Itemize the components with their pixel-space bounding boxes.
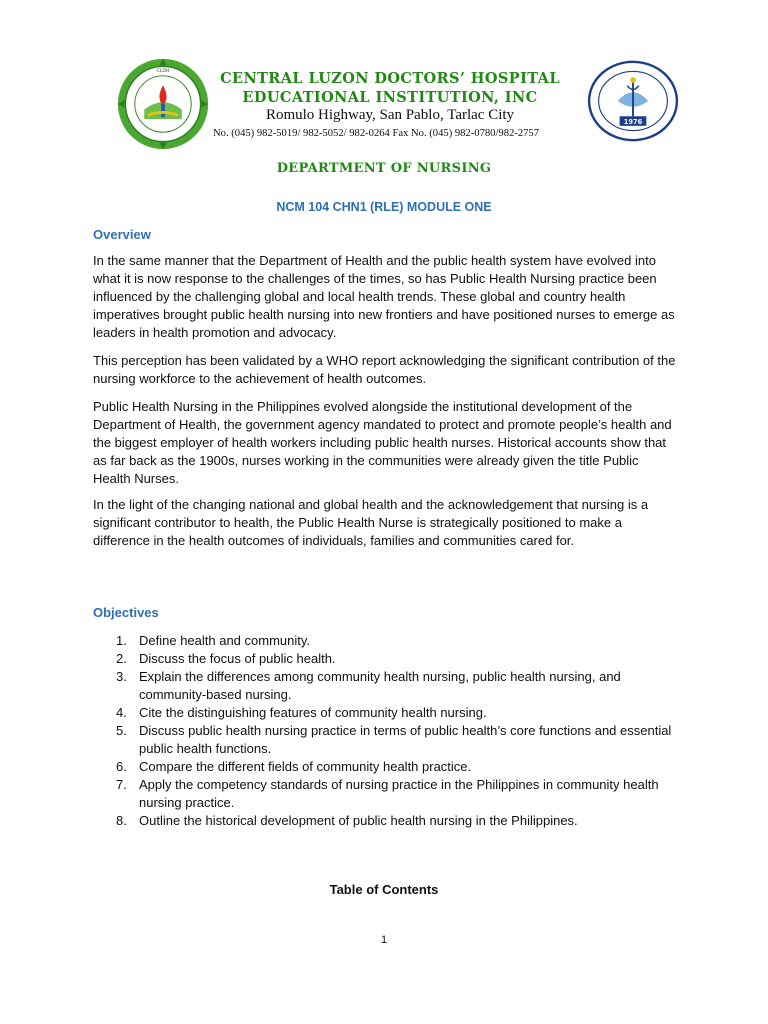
svg-text:CLDH: CLDH: [156, 69, 170, 75]
objective-item: 6. Compare the different fields of community health practice.: [116, 759, 472, 774]
objective-item: 3. Explain the differences among community health nursing, public health nursing, and community-based nursing.: [116, 669, 621, 702]
college-of-nursing-seal-logo: [585, 59, 681, 143]
objectives-heading: Objectives: [93, 605, 159, 620]
overview-paragraph-2: This perception has been validated by a WHO report acknowledging the significant contribution of the nursing workforce to the achievement of health outcomes.: [93, 353, 676, 386]
seal-year: 1976: [623, 117, 643, 126]
hospital-seal-logo: [116, 57, 210, 151]
module-title: NCM 104 CHN1 (RLE) MODULE ONE: [276, 200, 492, 214]
institution-address: Romulo Highway, San Pablo, Tarlac City: [265, 107, 515, 123]
objective-item: 8. Outline the historical development of public health nursing in the Philippines.: [116, 813, 578, 828]
institution-name-line1: CENTRAL LUZON DOCTORS’ HOSPITAL: [220, 70, 560, 87]
institution-phone: No. (045) 982-5019/ 982-5052/ 982-0264 Fax No. (045) 982-0780/982-2757: [213, 128, 540, 139]
objectives-list: [93, 632, 683, 830]
institution-name-line2: EDUCATIONAL INSTITUTION, INC: [242, 89, 538, 106]
page-number: 1: [380, 934, 388, 946]
objective-item: 7. Apply the competency standards of nursing practice in the Philippines in community health nursing practice.: [116, 777, 659, 810]
objective-item: 1. Define health and community.: [116, 633, 311, 648]
overview-paragraph-3: Public Health Nursing in the Philippines evolved alongside the institutional development of the Department of Health, the government agency mandated to protect and promote people’s health and the biggest employer of health workers including public health nurses. Historical accounts show that as far back as the 1900s, nurses working in the communities were already given the title Public Health Nurses.: [93, 399, 672, 486]
objective-item: 4. Cite the distinguishing features of community health nursing.: [116, 705, 487, 720]
table-of-contents-heading: Table of Contents: [329, 882, 439, 897]
objective-item: 2. Discuss the focus of public health.: [116, 651, 336, 666]
objective-item: 5. Discuss public health nursing practice in terms of public health’s core functions and essential public health functions.: [116, 723, 672, 756]
overview-heading: Overview: [93, 227, 151, 242]
department-title: DEPARTMENT OF NURSING: [276, 161, 492, 176]
overview-paragraph-4: In the light of the changing national and global health and the acknowledgement that nursing is a significant contributor to health, the Public Health Nurse is strategically positioned to make a difference in the health outcomes of individuals, families and communities cared for.: [93, 497, 649, 548]
overview-paragraph-1: In the same manner that the Department of Health and the public health system have evolved into what it is now response to the challenges of the times, so has Public Health Nursing practice been influenced by the challenging global and local health trends. These global and country health imperatives brought public health nursing into new frontiers and have positioned nurses to emerge as leaders in health promotion and advocacy.: [93, 253, 675, 340]
